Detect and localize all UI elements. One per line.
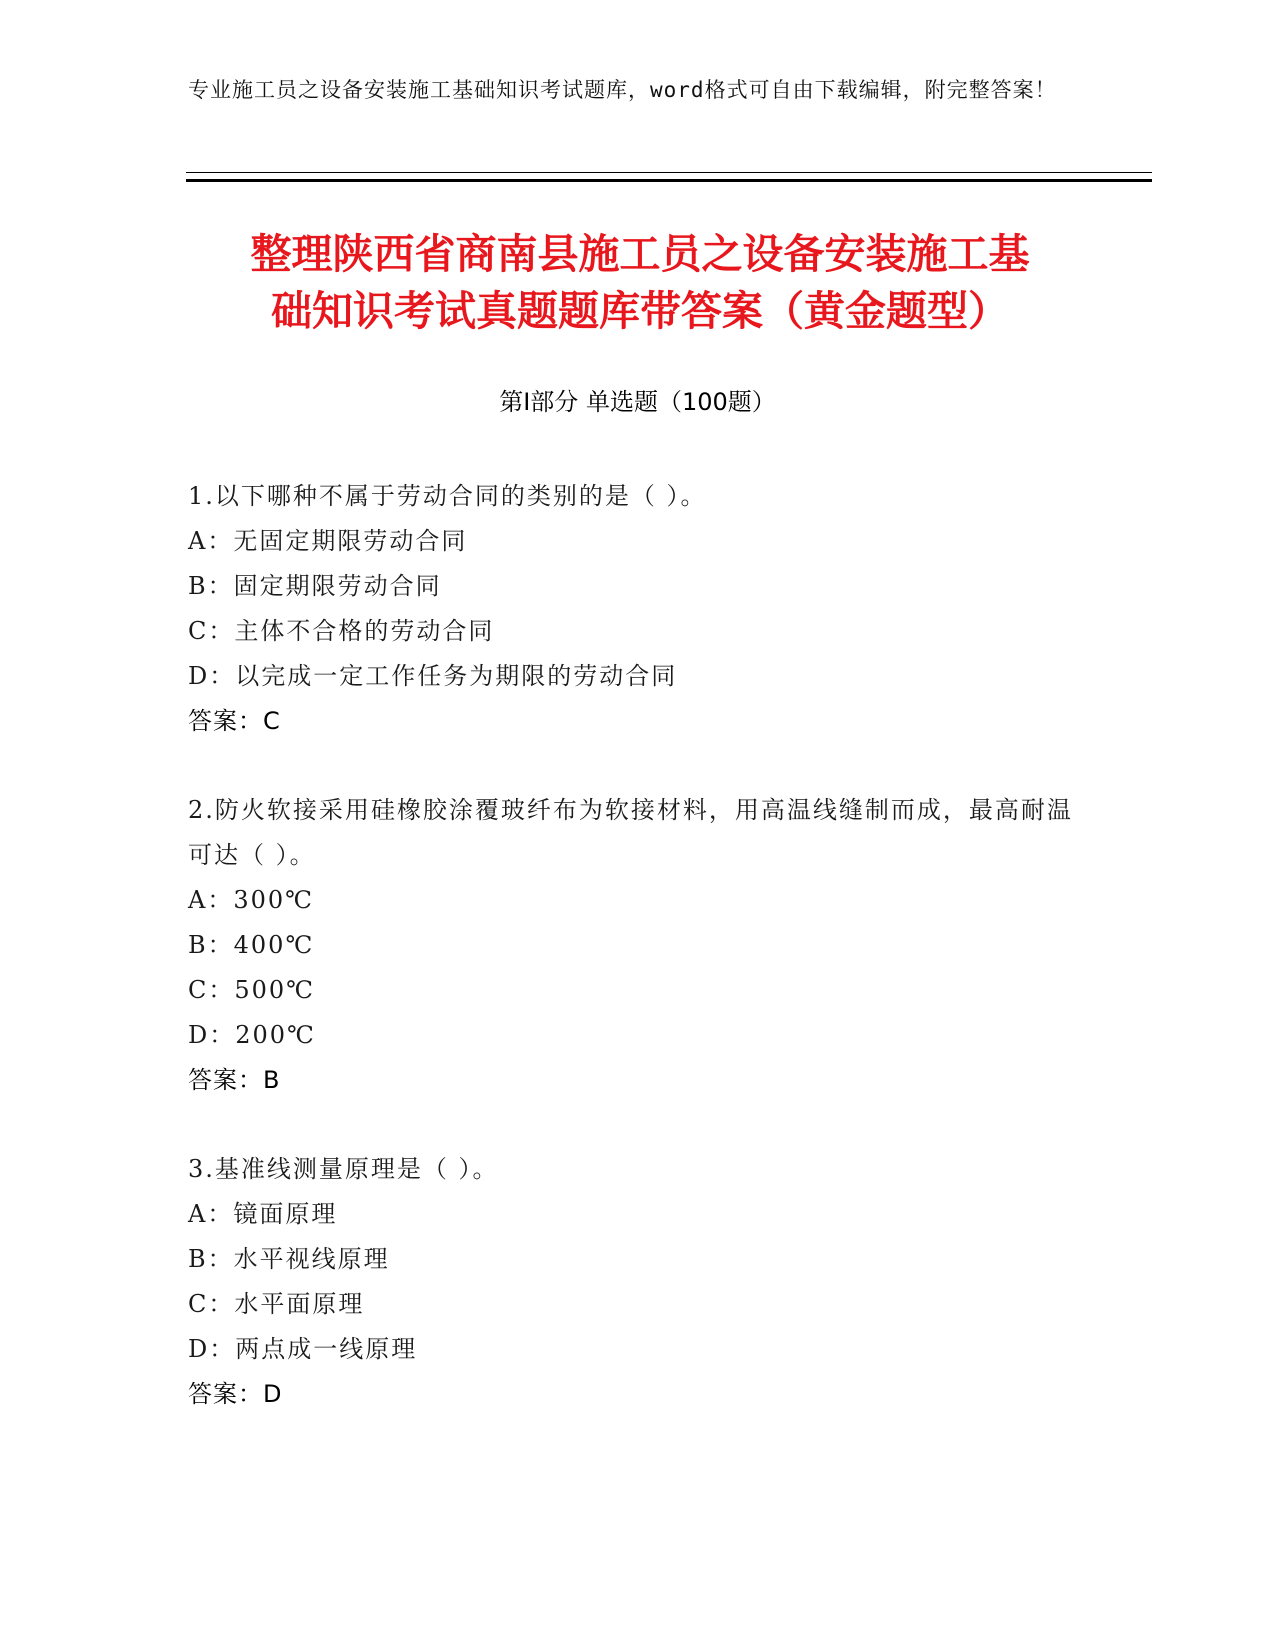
question-option-d: D：以完成一定工作任务为期限的劳动合同: [188, 662, 678, 690]
header-note: 专业施工员之设备安装施工基础知识考试题库，word格式可自由下载编辑，附完整答案！: [188, 78, 1057, 102]
question-option-a: A：300℃: [188, 886, 314, 914]
question-2: [188, 788, 1088, 1103]
question-option-a: A：镜面原理: [188, 1200, 338, 1228]
header-divider-thick: [186, 179, 1152, 182]
question-answer: 答案：B: [188, 1066, 281, 1094]
question-list: [188, 474, 1088, 1461]
question-option-c: C：主体不合格的劳动合同: [188, 617, 495, 645]
document-title: [190, 226, 1090, 340]
document-title-line-1: 整理陕西省商南县施工员之设备安装施工基: [250, 230, 1030, 278]
question-option-d: D：两点成一线原理: [188, 1335, 418, 1363]
question-option-b: B：水平视线原理: [188, 1245, 390, 1273]
question-option-c: C：500℃: [188, 976, 316, 1004]
header-divider-thin: [186, 172, 1152, 173]
question-stem: 2.防火软接采用硅橡胶涂覆玻纤布为软接材料，用高温线缝制而成，最高耐温可达（ ）。: [188, 796, 1073, 869]
document-title-line-2: 础知识考试真题题库带答案（黄金题型）: [271, 287, 1009, 335]
question-option-c: C：水平面原理: [188, 1290, 365, 1318]
question-option-b: B：固定期限劳动合同: [188, 572, 442, 600]
question-answer: 答案：D: [188, 1380, 283, 1408]
question-stem: 1.以下哪种不属于劳动合同的类别的是（ ）。: [188, 482, 707, 510]
section-heading: 第Ⅰ部分 单选题（100题）: [499, 388, 776, 416]
question-option-d: D：200℃: [188, 1021, 316, 1049]
question-option-b: B：400℃: [188, 931, 315, 959]
question-stem: 3.基准线测量原理是（ ）。: [188, 1155, 499, 1183]
question-3: [188, 1147, 1088, 1417]
question-1: [188, 474, 1088, 744]
question-option-a: A：无固定期限劳动合同: [188, 527, 468, 555]
question-answer: 答案：C: [188, 707, 281, 735]
